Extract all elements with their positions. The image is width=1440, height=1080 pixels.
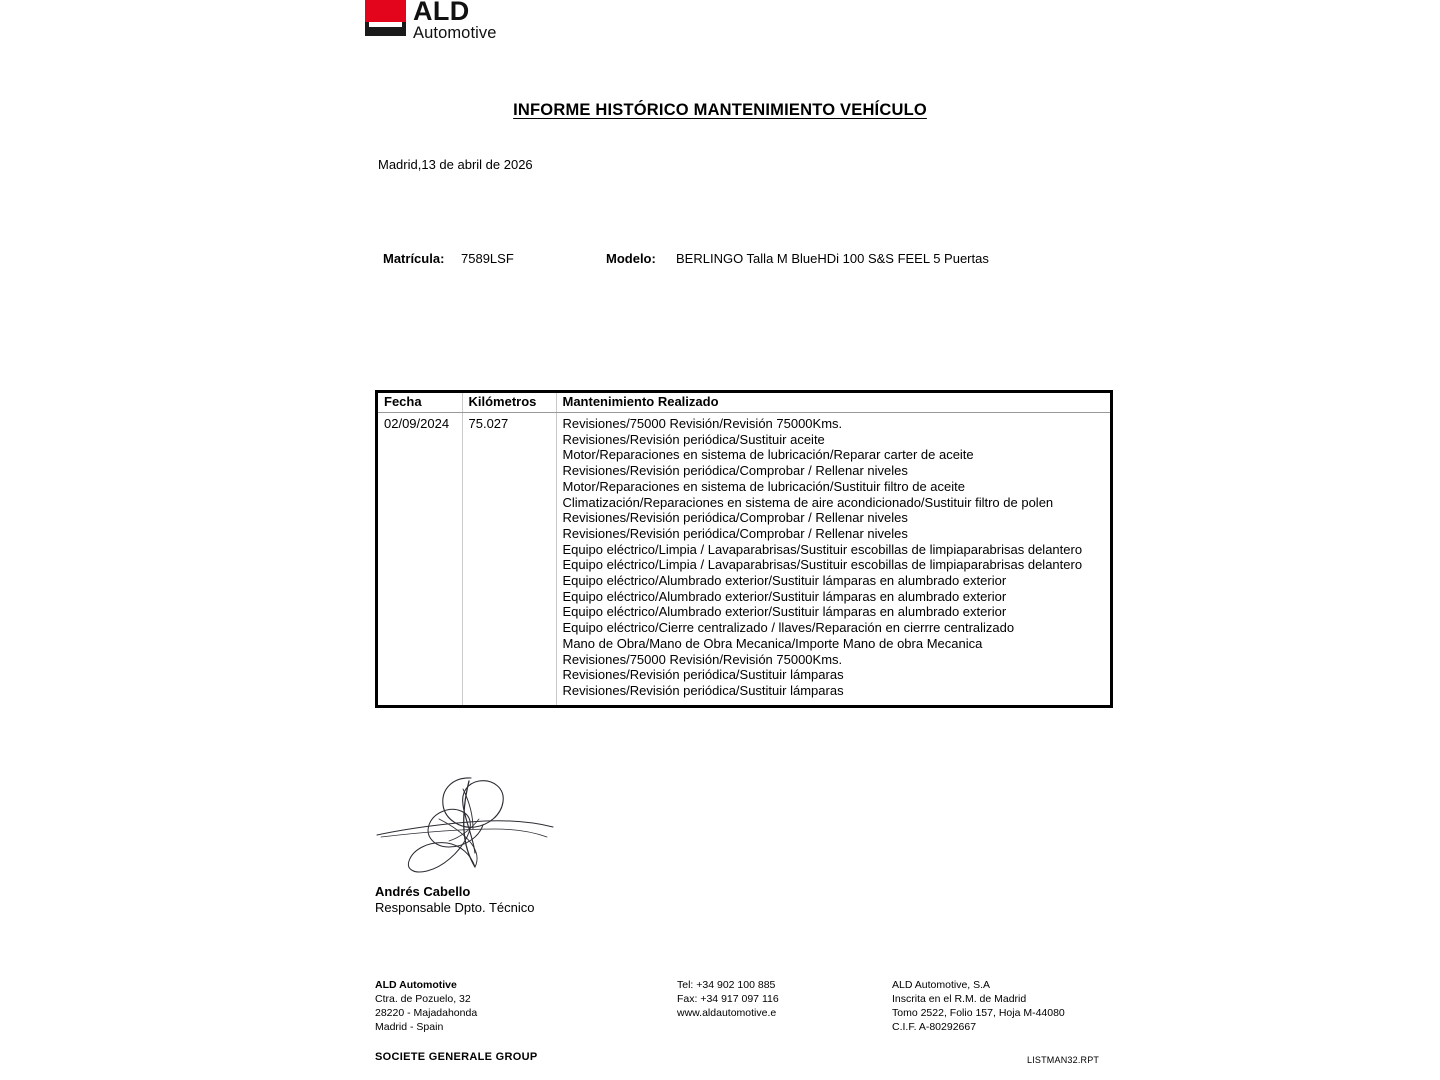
maintenance-task-item: Revisiones/Revisión periódica/Comprobar / Rellenar niveles [562, 525, 908, 541]
footer-city: 28220 - Majadahonda [375, 1007, 478, 1019]
table-header-row [378, 393, 1110, 413]
maintenance-task-item: Revisiones/Revisión periódica/Sustituir lámparas [562, 682, 844, 698]
column-header-mantenimiento: Mantenimiento Realizado [556, 393, 1110, 413]
footer-address-column [375, 978, 477, 1034]
modelo-value: BERLINGO Talla M BlueHDi 100 S&S FEEL 5 Puertas [676, 251, 989, 266]
matricula-value: 7589LSF [461, 251, 514, 266]
maintenance-task-item: Climatización/Reparaciones en sistema de aire acondicionado/Sustituir filtro de polen [562, 494, 1054, 510]
page-footer [0, 978, 1440, 1078]
modelo-label: Modelo: [606, 251, 656, 266]
footer-street: Ctra. de Pozuelo, 32 [375, 993, 471, 1005]
maintenance-task-item: Motor/Reparaciones en sistema de lubricación/Sustituir filtro de aceite [562, 478, 965, 494]
maintenance-task-item: Equipo eléctrico/Limpia / Lavaparabrisas/Sustituir escobillas de limpiaparabrisas delantero [562, 557, 1083, 573]
footer-region: Madrid - Spain [375, 1021, 444, 1033]
signer-block [375, 884, 534, 916]
maintenance-task-item: Equipo eléctrico/Alumbrado exterior/Sustituir lámparas en alumbrado exterior [562, 573, 1007, 589]
footer-registry: Inscrita en el R.M. de Madrid [892, 993, 1027, 1005]
footer-legal-entity: ALD Automotive, S.A [892, 979, 991, 991]
logo-wordmark [413, 0, 497, 42]
maintenance-task-item: Mano de Obra/Mano de Obra Mecanica/Importe Mano de obra Mecanica [562, 635, 983, 651]
company-logo [365, 0, 510, 42]
footer-fax: Fax: +34 917 097 116 [677, 993, 779, 1005]
table-row [378, 413, 1110, 705]
maintenance-task-item: Revisiones/75000 Revisión/Revisión 75000Kms. [562, 416, 843, 431]
signature-image [375, 775, 555, 875]
footer-registry-volume: Tomo 2522, Folio 157, Hoja M-44080 [892, 1007, 1065, 1019]
cell-fecha: 02/09/2024 [384, 416, 450, 431]
footer-legal-column [892, 978, 1065, 1034]
maintenance-task-item: Revisiones/Revisión periódica/Comprobar / Rellenar niveles [562, 510, 908, 526]
maintenance-task-item: Equipo eléctrico/Alumbrado exterior/Sustituir lámparas en alumbrado exterior [562, 604, 1007, 620]
signer-name: Andrés Cabello [375, 884, 471, 899]
logo-subtitle-text: Automotive [413, 24, 497, 42]
footer-cif: C.I.F. A-80292667 [892, 1021, 977, 1033]
report-code-label: LISTMAN32.RPT [1027, 1055, 1100, 1065]
maintenance-history-table [375, 390, 1113, 708]
maintenance-task-item: Revisiones/Revisión periódica/Sustituir aceite [562, 431, 825, 447]
maintenance-task-item: Equipo eléctrico/Cierre centralizado / llaves/Reparación en cierrre centralizado [562, 620, 1015, 636]
maintenance-task-item: Revisiones/Revisión periódica/Sustituir lámparas [562, 667, 844, 683]
matricula-label: Matrícula: [383, 251, 445, 266]
column-header-fecha: Fecha [378, 393, 462, 413]
ald-logo-mark-icon [365, 0, 406, 36]
maintenance-task-list [563, 416, 1111, 699]
logo-brand-text: ALD [413, 0, 470, 26]
maintenance-task-item: Equipo eléctrico/Alumbrado exterior/Sustituir lámparas en alumbrado exterior [562, 588, 1007, 604]
maintenance-task-item: Revisiones/75000 Revisión/Revisión 75000Kms. [562, 651, 843, 667]
maintenance-task-item: Revisiones/Revisión periódica/Comprobar / Rellenar niveles [562, 463, 908, 479]
footer-telephone: Tel: +34 902 100 885 [677, 979, 776, 991]
footer-website-link[interactable]: www.aldautomotive.e [677, 1007, 777, 1019]
cell-mantenimiento [556, 413, 1110, 705]
cell-kilometros: 75.027 [462, 413, 556, 705]
footer-contact-column [677, 978, 779, 1020]
signer-role: Responsable Dpto. Técnico [375, 900, 535, 915]
page-title: INFORME HISTÓRICO MANTENIMIENTO VEHÍCULO [513, 101, 927, 119]
footer-company-name: ALD Automotive [375, 979, 457, 991]
societe-generale-group-label: SOCIETE GENERALE GROUP [375, 1051, 538, 1063]
column-header-kilometros: Kilómetros [462, 393, 556, 413]
vehicle-info-row [383, 251, 989, 266]
maintenance-task-item: Motor/Reparaciones en sistema de lubricación/Reparar carter de aceite [562, 447, 974, 463]
maintenance-task-item: Equipo eléctrico/Limpia / Lavaparabrisas/Sustituir escobillas de limpiaparabrisas delantero [562, 541, 1083, 557]
document-date: Madrid,13 de abril de 2026 [378, 157, 533, 172]
